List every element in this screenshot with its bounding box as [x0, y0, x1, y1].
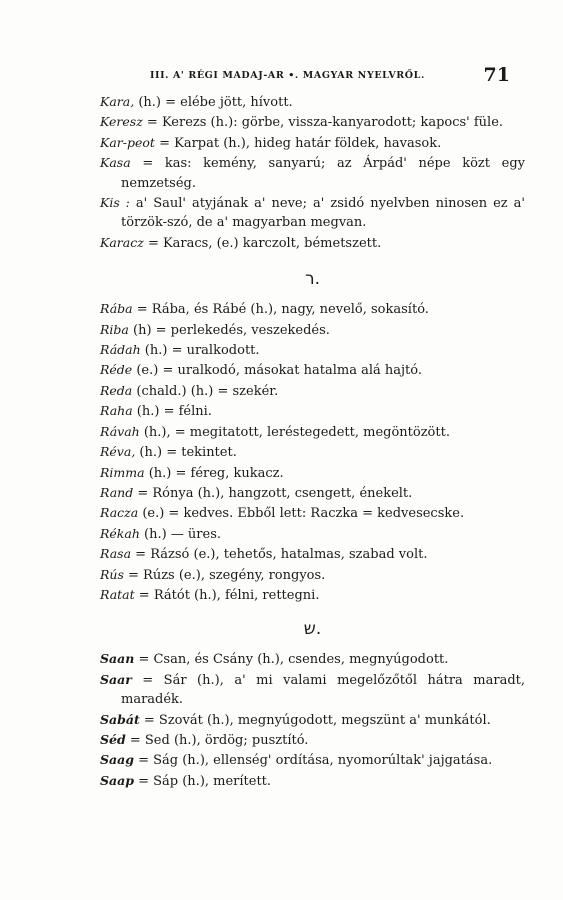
dictionary-entry: [100, 750, 525, 770]
dictionary-entry: [100, 422, 525, 442]
dictionary-entry: [100, 670, 525, 710]
dictionary-entry: [100, 401, 525, 421]
dictionary-entry: [100, 585, 525, 605]
entry-headword: Rand: [100, 484, 134, 500]
dictionary-entry: [100, 503, 525, 523]
entry-definition: (chald.) (h.) = szekér.: [132, 383, 279, 399]
entry-headword: Ratat: [100, 586, 135, 602]
entry-headword: Rádah: [100, 342, 141, 358]
entry-headword: Rávah: [100, 423, 140, 439]
entry-headword: Rékah: [100, 525, 140, 541]
entry-headword: Kasa: [100, 155, 131, 171]
dictionary-entry: [100, 299, 525, 319]
entry-definition: = Ság (h.), ellenség' ordítása, nyomorúltak' jajgatása.: [133, 753, 493, 769]
entry-list-r: [100, 299, 525, 605]
dictionary-body: [100, 92, 525, 791]
entry-headword: Saar: [100, 671, 132, 687]
dictionary-entry: [100, 381, 525, 401]
page-header: [150, 64, 510, 88]
entry-definition: (h.) = félni.: [132, 404, 212, 420]
dictionary-entry: [100, 133, 525, 153]
dictionary-entry: [100, 710, 525, 730]
entry-headword: Kis :: [100, 195, 130, 211]
dictionary-entry: [100, 233, 525, 253]
entry-definition: = Szovát (h.), megnyúgodott, megszünt a' munkától.: [139, 712, 491, 728]
entry-headword: Raha: [100, 403, 133, 419]
entry-headword: Keresz: [100, 114, 143, 130]
entry-headword: Rús: [100, 566, 124, 582]
dictionary-entry: [100, 92, 525, 112]
entry-headword: Kara,: [100, 94, 135, 109]
page-number: 71: [483, 64, 510, 86]
entry-definition: = Rúzs (e.), szegény, rongyos.: [123, 567, 326, 583]
entry-definition: (e.) = kedves. Ebből lett: Raczka = kedvesecske.: [138, 506, 465, 522]
dictionary-entry: [100, 193, 525, 233]
dictionary-entry: [100, 730, 525, 750]
dictionary-entry: [100, 463, 525, 483]
dictionary-entry: [100, 524, 525, 544]
entry-headword: Saan: [100, 651, 135, 667]
entry-headword: Rimma: [100, 464, 145, 480]
entry-list-k: [100, 92, 525, 253]
entry-headword: Saag: [100, 752, 134, 768]
dictionary-entry: [100, 649, 525, 669]
entry-headword: Reda: [100, 382, 133, 398]
entry-headword: Séd: [100, 731, 126, 747]
entry-definition: = Sáp (h.), merített.: [133, 773, 272, 789]
entry-definition: = Karacs, (e.) karczolt, bémetszett.: [143, 235, 382, 251]
entry-headword: Saap: [100, 772, 134, 788]
entry-definition: (h) = perlekedés, veszekedés.: [128, 322, 330, 338]
entry-definition: = Rába, és Rábé (h.), nagy, nevelő, sokasító.: [132, 302, 429, 318]
entry-definition: = Karpat (h.), hideg határ földek, havasok.: [154, 135, 442, 151]
entry-headword: Kar-peot: [100, 134, 155, 150]
entry-headword: Sabát: [100, 711, 140, 727]
entry-headword: Réva,: [100, 444, 136, 460]
dictionary-entry: [100, 112, 525, 132]
entry-headword: Karacz: [100, 234, 144, 250]
entry-headword: Riba: [100, 321, 129, 337]
entry-definition: = Sár (h.), a' mi valami megelőzőtől hátra maradt, maradék.: [121, 672, 525, 708]
section-mark-shin: ש.: [303, 619, 322, 640]
entry-definition: (h.) = elébe jött, hívott.: [134, 95, 293, 110]
entry-definition: = Rátót (h.), félni, rettegni.: [134, 587, 320, 603]
entry-definition: = Kerezs (h.): görbe, vissza-kanyarodott; kapocs' füle.: [142, 115, 504, 131]
dictionary-entry: [100, 771, 525, 791]
dictionary-entry: [100, 360, 525, 380]
entry-definition: a' Saul' atyjának a' neve; a' zsidó nyelvben ninosen ez a' törzök-szó, de a' magyarban megvan.: [121, 196, 526, 231]
dictionary-entry: [100, 544, 525, 564]
entry-definition: = Rónya (h.), hangzott, csengett, énekelt.: [133, 485, 413, 501]
entry-definition: = Rázsó (e.), tehetős, hatalmas, szabad volt.: [131, 547, 428, 563]
running-title: III. A' RÉGI MADAJ-AR •. MAGYAR NYELVRŐL.: [150, 70, 425, 81]
entry-headword: Réde: [100, 362, 133, 378]
dictionary-entry: [100, 153, 525, 193]
entry-definition: = Sed (h.), ördög; pusztító.: [125, 732, 309, 748]
dictionary-entry: [100, 442, 525, 462]
dictionary-entry: [100, 565, 525, 585]
entry-definition: (h.) = tekintet.: [135, 445, 237, 461]
section-mark-resh: ר.: [304, 269, 320, 290]
dictionary-entry: [100, 320, 525, 340]
entry-definition: = Csan, és Csány (h.), csendes, megnyúgodott.: [134, 652, 449, 668]
entry-headword: Rába: [100, 301, 133, 317]
entry-definition: (h.) = uralkodott.: [140, 343, 260, 359]
dictionary-entry: [100, 340, 525, 360]
entry-definition: (h.) = féreg, kukacz.: [144, 465, 284, 481]
entry-headword: Rasa: [100, 546, 132, 562]
entry-definition: = kas: kemény, sanyarú; az Árpád' népe közt egy nemzetség.: [121, 156, 525, 191]
entry-definition: (e.) = uralkodó, másokat hatalma alá hajtó.: [132, 363, 423, 379]
entry-definition: (h.) — üres.: [139, 526, 222, 542]
dictionary-entry: [100, 483, 525, 503]
entry-definition: (h.), = megitatott, leréstegedett, megöntözött.: [139, 424, 450, 440]
entry-headword: Racza: [100, 505, 139, 521]
entry-list-s: [100, 649, 525, 791]
